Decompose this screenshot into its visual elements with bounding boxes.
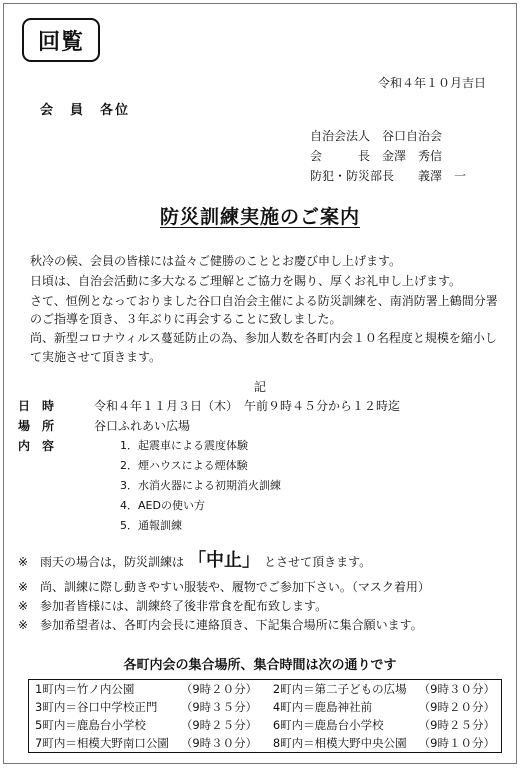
note-item: ※ 参加希望者は、各町内会長に連絡頂き、下記集合場所に集合願います。 <box>18 618 423 632</box>
content-item: 5．通報訓練 <box>120 519 182 532</box>
table-row <box>29 716 502 734</box>
table-cell: （9時２５分） <box>418 718 495 732</box>
issue-date: 令和４年１０月吉日 <box>377 76 486 90</box>
cancel-emphasis: 「中止」 <box>188 550 261 571</box>
sender-disaster-head: 防犯・防災部長 義澤 一 <box>310 169 467 183</box>
content-item: 4．AEDの使い方 <box>120 499 205 512</box>
rain-note-prefix: ※ 雨天の場合は，防災訓練は <box>18 555 185 569</box>
rain-note <box>18 546 371 572</box>
note-item: ※ 参加者皆様には、訓練終了後非常食を配布致します。 <box>18 599 328 613</box>
table-cell: 1町内＝竹ノ内公園 <box>35 682 135 696</box>
table-cell: （9時２５分） <box>180 718 258 732</box>
table-row <box>29 680 502 699</box>
body-line: のご指導を頂き、３年ぶりに再会することに致しました。 <box>30 312 342 326</box>
assembly-heading: 各町内会の集合場所、集合時間は次の通りです <box>123 658 397 673</box>
body-line: さて、恒例となっておりました谷口自治会主催による防災訓練を、南消防署上鶴間分署 <box>30 294 498 308</box>
place-value: 谷口ふれあい広場 <box>94 419 191 433</box>
table-cell: 3町内＝谷口中学校正門 <box>35 700 158 714</box>
table-cell: （9時１０分） <box>418 736 495 750</box>
circulation-stamp: 回覧 <box>22 18 100 62</box>
table-cell: 4町内＝鹿島神社前 <box>272 700 373 714</box>
table-cell: （9時２０分） <box>180 682 258 696</box>
document-title: 防災訓練実施のご案内 <box>159 206 360 228</box>
table-cell: （9時２０分） <box>418 700 495 714</box>
place-label: 場 所 <box>18 419 55 433</box>
table-cell: 5町内＝鹿島台小学校 <box>35 718 146 732</box>
body-line: 尚、新型コロナウィルス蔓延防止の為、参加人数を各町内会１０名程度と規模を縮小し <box>30 331 497 345</box>
body-line: 秋冷の候、会員の皆様には益々ご健勝のこととお慶び申し上げます。 <box>30 254 402 268</box>
table-cell: 6町内＝鹿島台小学校 <box>272 718 384 732</box>
datetime-value: 令和４年１１月３日（木） 午前９時４５分から１２時迄 <box>94 399 401 413</box>
body-line: て実施させて頂きます。 <box>30 350 162 364</box>
content-label: 内 容 <box>18 439 55 453</box>
body-line: 日頃は、自治会活動に多大なるご理解とご協力を賜り、厚くお礼申し上げます。 <box>30 274 462 288</box>
table-cell: （9時３０分） <box>180 736 258 750</box>
content-item: 2．煙ハウスによる煙体験 <box>120 459 248 472</box>
table-cell: （9時３０分） <box>418 682 495 696</box>
table-cell: （9時３５分） <box>180 700 258 714</box>
table-cell: 8町内＝相模大野中央公園 <box>272 736 407 750</box>
assembly-table <box>28 679 502 753</box>
ki-heading: 記 <box>253 380 266 394</box>
table-row <box>29 734 502 753</box>
table-cell: 7町内＝相模大野南口公園 <box>35 736 169 750</box>
rain-note-suffix: とさせて頂きます。 <box>264 555 372 569</box>
circular-notice-page <box>3 3 517 764</box>
datetime-label: 日 時 <box>18 399 55 413</box>
sender-organization: 自治会法人 谷口自治会 <box>310 129 443 143</box>
content-item: 3．水消火器による初期消火訓練 <box>120 479 281 492</box>
table-cell: 2町内＝第二子どもの広場 <box>272 682 407 696</box>
sender-chairman: 会 長 金澤 秀信 <box>310 149 443 163</box>
table-row <box>29 698 502 716</box>
addressee: 会 員 各位 <box>40 103 131 118</box>
note-item: ※ 尚、訓練に際し動きやすい服装や、履物でご参加下さい。（マスク着用） <box>18 580 430 594</box>
content-item: 1．起震車による震度体験 <box>120 439 248 452</box>
